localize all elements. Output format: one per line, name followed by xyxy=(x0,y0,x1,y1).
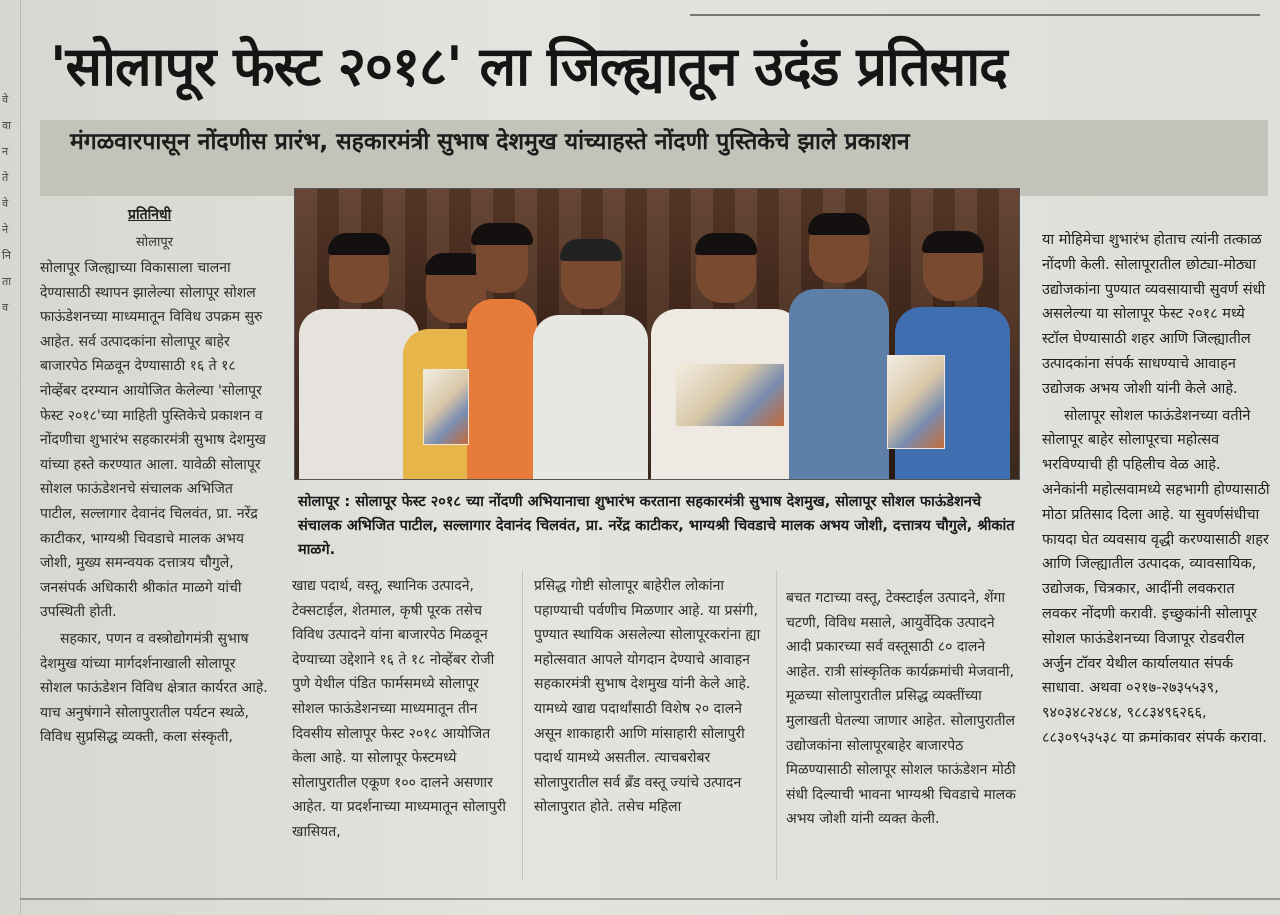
column-1-text: सोलापूर जिल्ह्याच्या विकासाला चालना देण्यासाठी स्थापन झालेल्या सोलापूर सोशल फाऊंडेशनच्या माध्यमातून विविध उपक्रम सुरु आहेत. सर्व उत्पादकांना सोलापूर बाहेर बाजारपेठ मिळवून देण्यासाठी १६ ते १८ नोव्हेंबर दरम्यान आयोजित केलेल्या 'सोलापूर फेस्ट २०१८'च्या माहिती पुस्तिकेचे प्रकाशन व नोंदणीचा शुभारंभ सहकारमंत्री सुभाष देशमुख यांच्या हस्ते करण्यात आला. यावेळी सोलापूर सोशल फाऊंडेशनचे संचालक अभिजित पाटील, सल्लागार देवानंद चिलवंत, प्रा. नरेंद्र काटीकर, भाग्यश्री चिवडाचे मालक अभय जोशी, मुख्य समन्वयक दत्तात्रय चौगुले, जनसंपर्क अधिकारी श्रीकांत माळगे यांची उपस्थिती होती. xyxy=(40,260,266,621)
previous-column-letter: वा xyxy=(2,119,11,132)
previous-column-fragment xyxy=(0,0,21,915)
column-3: प्रसिद्ध गोष्टी सोलापूर बाहेरील लोकांना पहाण्याची पर्वणीच मिळणार आहे. या प्रसंगी, पुण्यात स्थायिक असलेल्या सोलापूरकरांना ह्या महोत्सवात आपले योगदान देण्याचे आवाहन सहकारमंत्री सुभाष देशमुख यांनी केले आहे. यामध्ये खाद्य पदार्थांसाठी विशेष २० दालने असून शाकाहारी आणि मांसाहारी सोलापुरी पदार्थ यामध्ये असतील. त्याचबरोबर सोलापुरातील सर्व ब्रँड वस्तू ज्यांचे उत्पादन सोलापुरात होते. तसेच महिला xyxy=(534,578,761,816)
byline: प्रतिनिधी xyxy=(128,207,172,223)
column-5 xyxy=(1042,228,1270,751)
person-4 xyxy=(533,239,648,479)
person-1 xyxy=(299,233,419,479)
column-1-paragraph-2: सहकार, पणन व वस्त्रोद्योगमंत्री सुभाष देशमुख यांच्या मार्गदर्शनाखाली सोलापूर सोशल फाऊंडेशन विविध क्षेत्रात कार्यरत आहे. याच अनुषंगाने सोलापुरातील पर्यटन स्थळे, विविध सुप्रसिद्ध व्यक्ती, कला संस्कृती, xyxy=(40,630,268,746)
bottom-rule xyxy=(20,898,1280,900)
person-3 xyxy=(467,223,537,479)
brochure-3 xyxy=(887,355,945,449)
dateline-place: सोलापूर xyxy=(136,235,174,250)
previous-column-letter: ता xyxy=(2,275,12,288)
subheadline: मंगळवारपासून नोंदणीस प्रारंभ, सहकारमंत्री सुभाष देशमुख यांच्याहस्ते नोंदणी पुस्तिकेचे झाले प्रकाशन xyxy=(70,129,910,155)
column-1 xyxy=(40,256,268,750)
brochure-2 xyxy=(675,363,785,427)
brochure-1 xyxy=(423,369,469,445)
previous-column-letter: वे xyxy=(2,93,9,106)
previous-column-letter: व xyxy=(2,301,9,314)
person-6 xyxy=(789,213,889,479)
column-4: बचत गटाच्या वस्तू, टेक्स्टाईल उत्पादने, शेंगा चटणी, विविध मसाले, आयुर्वेदिक उत्पादने आदी प्रकारच्या सर्व वस्तूसाठी ८० दालने आहेत. रात्री सांस्कृतिक कार्यक्रमांची मेजवानी, मूळच्या सोलापुरातील प्रसिद्ध व्यक्तींच्या मुलाखती घेतल्या जाणार आहेत. सोलापुरातील उद्योजकांना सोलापूरबाहेर बाजारपेठ मिळण्यासाठी सोलापूर सोशल फाऊंडेशन मोठी संधी दिल्याची भावना भाग्यश्री चिवडाचे मालक अभय जोशी यांनी व्यक्त केली. xyxy=(786,590,1016,828)
photo-caption: सोलापूर : सोलापूर फेस्ट २०१८ च्या नोंदणी अभियानाचा शुभारंभ करताना सहकारमंत्री सुभाष देशमुख, सोलापूर सोशल फाऊंडेशनचे संचालक अभिजित पाटील, सल्लागार देवानंद चिलवंत, प्रा. नरेंद्र काटीकर, भाग्यश्री चिवडाचे मालक अभय जोशी, दत्तात्रय चौगुले, श्रीकांत माळगे. xyxy=(298,494,1015,558)
previous-column-letter: वे xyxy=(2,197,9,210)
previous-column-letter: ते xyxy=(2,171,9,184)
column-5-text: या मोहिमेचा शुभारंभ होताच त्यांनी तत्काळ नोंदणी केली. सोलापूरातील छोट्या-मोठ्या उद्योजकांना पुण्यात व्यवसायाची सुवर्ण संधी असलेल्या या सोलापूर फेस्ट २०१८ मध्ये स्टॉल घेण्यासाठी शहर आणि जिल्ह्यातील उत्पादकांना संपर्क साधण्याचे आवाहन उद्योजक अभय जोशी यांनी केले आहे. xyxy=(1042,232,1266,397)
previous-column-letter: ने xyxy=(2,223,9,236)
news-photo xyxy=(294,188,1020,480)
headline: 'सोलापूर फेस्ट २०१८' ला जिल्ह्यातून उदंड प्रतिसाद xyxy=(50,35,1007,98)
column-divider xyxy=(776,570,777,880)
previous-column-letter: नि xyxy=(2,249,11,262)
person-5 xyxy=(651,233,801,479)
column-divider xyxy=(522,570,523,880)
top-rule xyxy=(690,14,1260,16)
previous-column-letter: न xyxy=(2,145,9,158)
column-2: खाद्य पदार्थ, वस्तू, स्थानिक उत्पादने, टेक्सटाईल, शेतमाल, कृषी पूरक तसेच विविध उत्पादने यांना बाजारपेठ मिळवून देण्याच्या उद्देशाने १६ ते १८ नोव्हेंबर रोजी पुणे येथील पंडित फार्मसमध्ये सोलापूर सोशल फाऊंडेशनच्या माध्यमातून तीन दिवसीय सोलापूर फेस्ट २०१८ आयोजित केला आहे. या सोलापूर फेस्टमध्ये सोलापुरातील एकूण १०० दालने असणार आहेत. या प्रदर्शनाच्या माध्यमातून सोलापुरी खासियत, xyxy=(292,578,506,840)
column-5-paragraph-2: सोलापूर सोशल फाऊंडेशनच्या वतीने सोलापूर बाहेर सोलापूरचा महोत्सव भरविण्याची ही पहिलीच वेळ आहे. अनेकांनी महोत्सवामध्ये सहभागी होण्यासाठी मोठा प्रतिसाद दिला आहे. या सुवर्णसंधीचा फायदा घेत व्यवसाय वृद्धी करण्यासाठी शहर आणि जिल्ह्यातील उत्पादक, व्यावसायिक, उद्योजक, चित्रकार, आदींनी लवकरात लवकर नोंदणी करावी. इच्छुकांनी सोलापूर सोशल फाऊंडेशनच्या विजापूर रोडवरील अर्जुन टॉवर येथील कार्यालयात संपर्क साधावा. अथवा ०२१७-२७३५५३९, ९४०३४८२४८४, ९८८३४९६२६६, ८८३०९५३५३८ या क्रमांकावर संपर्क करावा. xyxy=(1042,407,1270,746)
